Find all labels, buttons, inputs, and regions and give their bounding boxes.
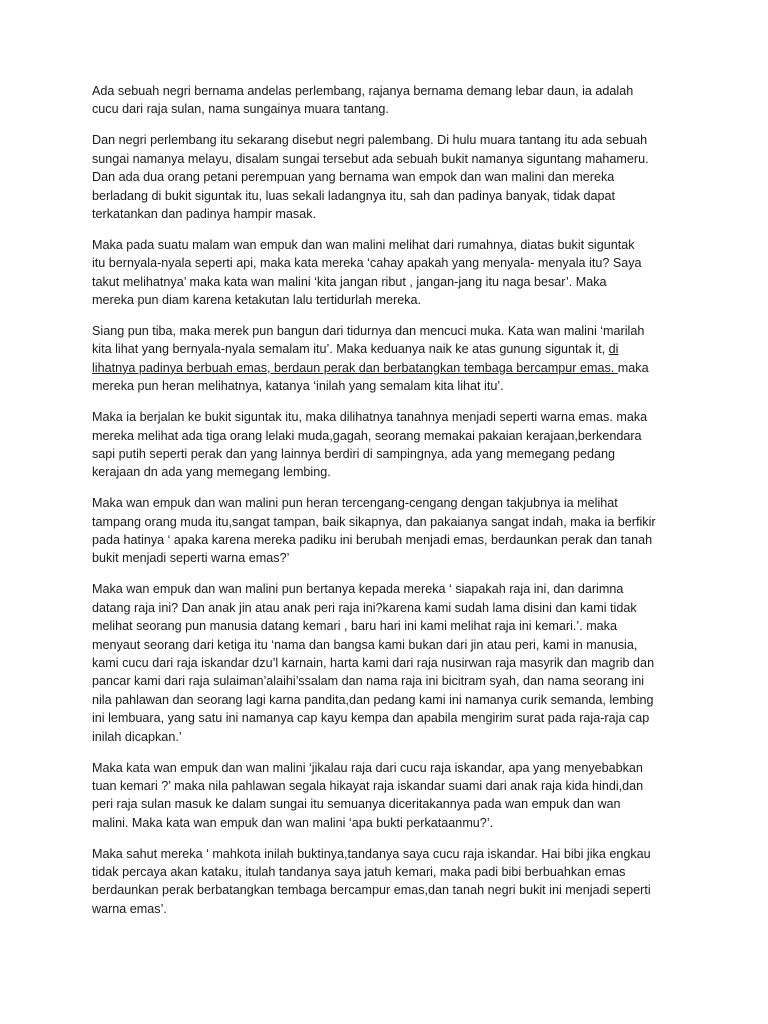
document-page	[92, 82, 688, 931]
text-line: ini lembuara, yang satu ini namanya cap kayu kempa dan apabila mengirim surat pada raja-raja cap	[92, 711, 650, 726]
text-line: pada hatinya ‘ apaka karena mereka padiku ini berubah menjadi emas, berdaunkan perak dan tanah	[92, 533, 653, 548]
text-line: tuan kemari ?’ maka nila pahlawan segala hikayat raja iskandar suami dari anak raja kida hindi,dan	[92, 778, 644, 793]
text-line	[92, 359, 688, 377]
text-line: mereka pun heran melihatnya, katanya ‘inilah yang semalam kita lihat itu’.	[92, 379, 504, 394]
text-line: Dan ada dua orang petani perempuan yang bernama wan empok dan wan malini dan mereka	[92, 170, 615, 185]
text-line: Maka pada suatu malam wan empuk dan wan malini melihat dari rumahnya, diatas bukit siguntak	[92, 237, 635, 252]
paragraph-7	[92, 580, 688, 746]
paragraph-6	[92, 494, 688, 568]
text-line: terkatankan dan padinya hampir masak.	[92, 206, 317, 221]
text-line: menyaut seorang dari ketiga itu ‘nama dan bangsa kami bukan dari jin atau peri, kami in manusia,	[92, 637, 638, 652]
text-line: Dan negri perlembang itu sekarang disebut negri palembang. Di hulu muara tantang itu ada sebuah	[92, 133, 648, 148]
text-line: malini. Maka kata wan empuk dan wan malini ‘apa bukti perkataanmu?’.	[92, 815, 494, 830]
text-line: melihat seorang pun manusia datang kemari , baru hari ini kami melihat raja ini kemari.’. maka	[92, 619, 617, 634]
paragraph-5	[92, 408, 688, 482]
text-line: inilah dicapkan.’	[92, 729, 182, 744]
text-line: tampang orang muda itu,sangat tampan, baik sikapnya, dan pakaianya sangat indah, maka ia berfikir	[92, 514, 656, 529]
text-line: datang raja ini? Dan anak jin atau anak peri raja ini?karena kami sudah lama disini dan kami tidak	[92, 600, 637, 615]
text-line: Maka sahut mereka ‘ mahkota inilah buktinya,tandanya saya cucu raja iskandar. Hai bibi jika engkau	[92, 846, 651, 861]
paragraph-9	[92, 845, 688, 919]
text-line: Siang pun tiba, maka merek pun bangun dari tidurnya dan mencuci muka. Kata wan malini ‘marilah	[92, 323, 645, 338]
paragraph-8	[92, 759, 688, 833]
text-line: bukit menjadi seperti warna emas?’	[92, 551, 290, 566]
text-line: Maka kata wan empuk dan wan malini ‘jikalau raja dari cucu raja iskandar, apa yang menyebabkan	[92, 760, 643, 775]
text-line: Maka wan empuk dan wan malini pun bertanya kepada mereka ‘ siapakah raja ini, dan darimna	[92, 582, 624, 597]
text-line: Ada sebuah negri bernama andelas perlembang, rajanya bernama demang lebar daun, ia adalah	[92, 84, 634, 98]
text-line: Maka ia berjalan ke bukit siguntak itu, maka dilihatnya tanahnya menjadi seperti warna emas. maka	[92, 410, 648, 425]
text-segment: kita lihat yang bernyala-nyala semalam itu’. Maka keduanya naik ke atas gunung siguntak it,	[92, 342, 609, 357]
text-line: tidak percaya akan kataku, itulah tandanya saya jatuh kemari, maka padi bibi berbuahkan emas	[92, 865, 626, 880]
paragraph-2	[92, 131, 688, 223]
paragraph-3	[92, 236, 688, 310]
paragraph-4	[92, 322, 688, 396]
underlined-text: lihatnya padinya berbuah emas, berdaun perak dan berbatangkan tembaga bercampur emas.	[92, 360, 618, 375]
text-line	[92, 340, 688, 358]
paragraph-1	[92, 82, 688, 119]
text-segment: maka	[617, 360, 649, 375]
text-line: pancar kami dari raja sulaiman’alaihi’ssalam dan nama raja ini bicitram syah, dan nama seorang ini	[92, 674, 645, 689]
underlined-text: di	[608, 342, 619, 357]
text-line: kerajaan dn ada yang memegang lembing.	[92, 465, 331, 480]
text-line: mereka pun diam karena ketakutan lalu tertidurlah mereka.	[92, 293, 422, 308]
text-line: mereka melihat ada tiga orang lelaki muda,gagah, seorang memakai pakaian kerajaan,berkendara	[92, 428, 642, 443]
text-line: sapi putih seperti perak dan yang lainnya berdiri di sampingnya, ada yang memegang pedang	[92, 446, 615, 461]
text-line: peri raja sulan masuk ke dalam sungai itu semuanya diceritakannya pada wan empuk dan wan	[92, 797, 621, 812]
text-line: berdaunkan perak berbatangkan tembaga bercampur emas,dan tanah negri bukit ini menjadi seperti	[92, 883, 651, 898]
text-line: cucu dari raja sulan, nama sungainya muara tantang.	[92, 102, 389, 117]
text-line: nila pahlawan dan seorang lagi karna pandita,dan pedang kami ini namanya curik semanda, lembing	[92, 692, 654, 707]
text-line: sungai namanya melayu, disalam sungai tersebut ada sebuah bukit namanya siguntang mahameru.	[92, 151, 649, 166]
text-line: Maka wan empuk dan wan malini pun heran tercengang-cengang dengan takjubnya ia melihat	[92, 496, 618, 511]
text-line: itu bernyala-nyala seperti api, maka kata mereka ‘cahay apakah yang menyala- menyala itu? Saya	[92, 256, 642, 271]
text-line: kami cucu dari raja iskandar dzu’l karnain, harta kami dari raja nusirwan raja masyrik dan magrib dan	[92, 655, 655, 670]
text-line: warna emas’.	[92, 901, 167, 916]
text-line: berladang di bukit siguntak itu, luas sekali ladangnya itu, sah dan padinya banyak, tidak dapat	[92, 188, 615, 203]
text-line: takut melihatnya’ maka kata wan malini ‘kita jangan ribut , jangan-jang itu naga besar’. Maka	[92, 274, 607, 289]
